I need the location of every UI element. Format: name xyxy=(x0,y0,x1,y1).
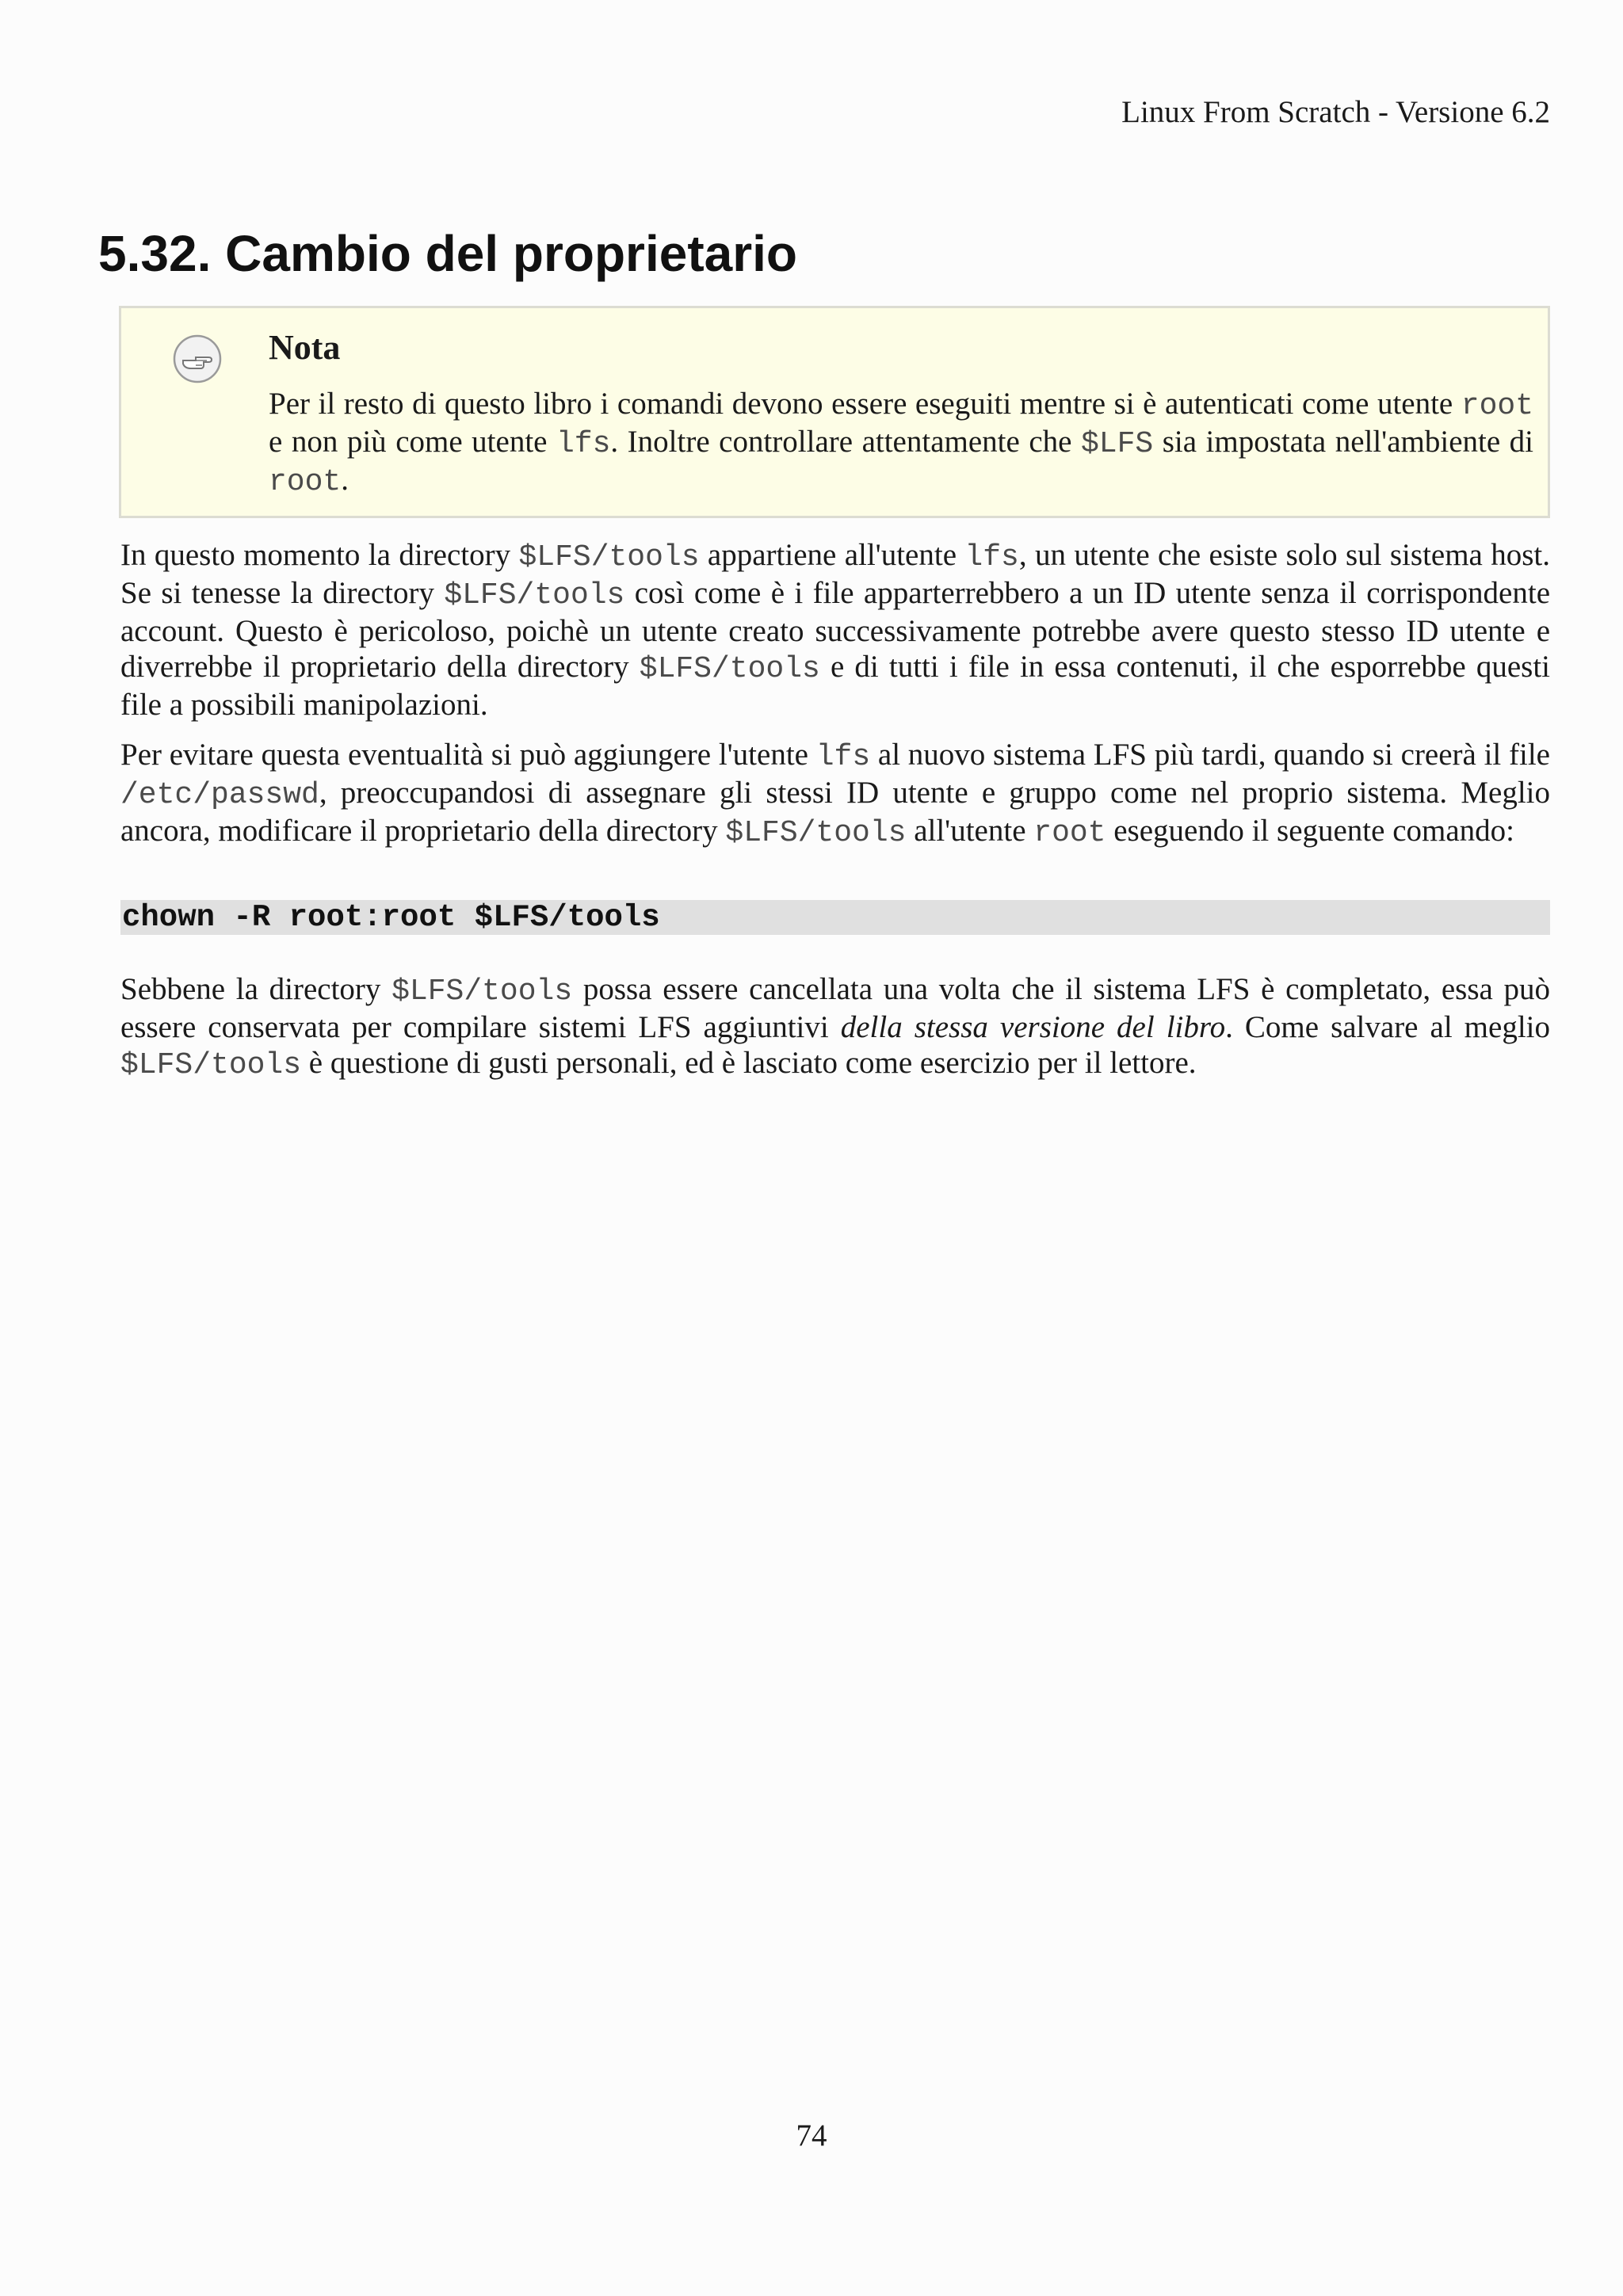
section-title: 5.32. Cambio del proprietario xyxy=(98,225,797,282)
inline-code: lfs xyxy=(556,427,611,461)
command-block: chown -R root:root $LFS/tools xyxy=(120,900,1550,935)
text-run: all'utente xyxy=(906,814,1034,848)
text-run: In questo momento la directory xyxy=(120,538,519,572)
text-run: al nuovo sistema LFS più tardi, quando si creerà il file xyxy=(870,738,1550,772)
note-box xyxy=(119,306,1550,518)
note-text-part: sia impostata nell'ambiente di xyxy=(1153,425,1533,459)
paragraph-1 xyxy=(120,537,1550,723)
inline-code: $LFS/tools xyxy=(391,974,573,1009)
emphasis-text: della stessa versione del libro xyxy=(840,1010,1226,1044)
text-run: e di tutti i file in essa contenuti, il che esporrebbe questi file a possibili manipolazioni. xyxy=(120,650,1550,722)
note-text-part: e non più come utente xyxy=(269,425,556,459)
note-text xyxy=(269,386,1533,500)
note-text-part: Per il resto di questo libro i comandi devono essere eseguiti mentre si è autenticati come utente xyxy=(269,387,1461,421)
text-run: , preoccupandosi di assegnare gli stessi ID utente e gruppo come nel proprio sistema. Meglio ancora, modificare il proprietario della directory xyxy=(120,776,1550,848)
inline-code: lfs xyxy=(964,540,1019,574)
text-run: Sebbene la directory xyxy=(120,972,392,1006)
inline-code: $LFS/tools xyxy=(120,1048,302,1082)
note-title: Nota xyxy=(269,328,341,367)
text-run: appartiene all'utente xyxy=(699,538,965,572)
text-run: è questione di gusti personali, ed è lasciato come esercizio per il lettore. xyxy=(301,1046,1197,1080)
note-text-part: . xyxy=(341,463,349,497)
text-run: , un utente che esiste solo sul sistema host. Se si tenesse la directory xyxy=(120,538,1551,610)
inline-code: lfs xyxy=(815,740,871,774)
running-header: Linux From Scratch - Versione 6.2 xyxy=(1121,95,1550,129)
paragraph-3 xyxy=(120,971,1550,1083)
text-run: eseguendo il seguente comando: xyxy=(1106,814,1514,848)
inline-code: $LFS/tools xyxy=(444,578,625,612)
text-run: Per evitare questa eventualità si può aggiungere l'utente xyxy=(120,738,816,772)
inline-code: $LFS/tools xyxy=(725,816,907,850)
inline-code: $LFS xyxy=(1080,427,1154,461)
text-run: possa essere cancellata una volta che il sistema LFS è completato, essa può essere conservata per compilare sistemi LFS aggiuntivi xyxy=(120,972,1550,1044)
inline-code: root xyxy=(269,465,342,499)
inline-code: /etc/passwd xyxy=(120,778,319,812)
inline-code: root xyxy=(1033,816,1106,850)
inline-code: root xyxy=(1461,389,1533,423)
text-run: così come è i file apparterrebbero a un ID utente senza il corrispondente account. Questo è pericoloso, poichè un utente creato successivamente potrebbe avere questo stesso ID utente e diverrebbe il proprietario della directory xyxy=(120,576,1551,684)
text-run: . Come salvare al meglio xyxy=(1225,1010,1550,1044)
inline-code: $LFS/tools xyxy=(639,652,820,686)
pointing-hand-icon xyxy=(172,334,223,384)
page-number: 74 xyxy=(796,2119,827,2153)
note-text-part: . Inoltre controllare attentamente che xyxy=(610,425,1081,459)
paragraph-2 xyxy=(120,737,1550,851)
inline-code: $LFS/tools xyxy=(518,540,700,574)
